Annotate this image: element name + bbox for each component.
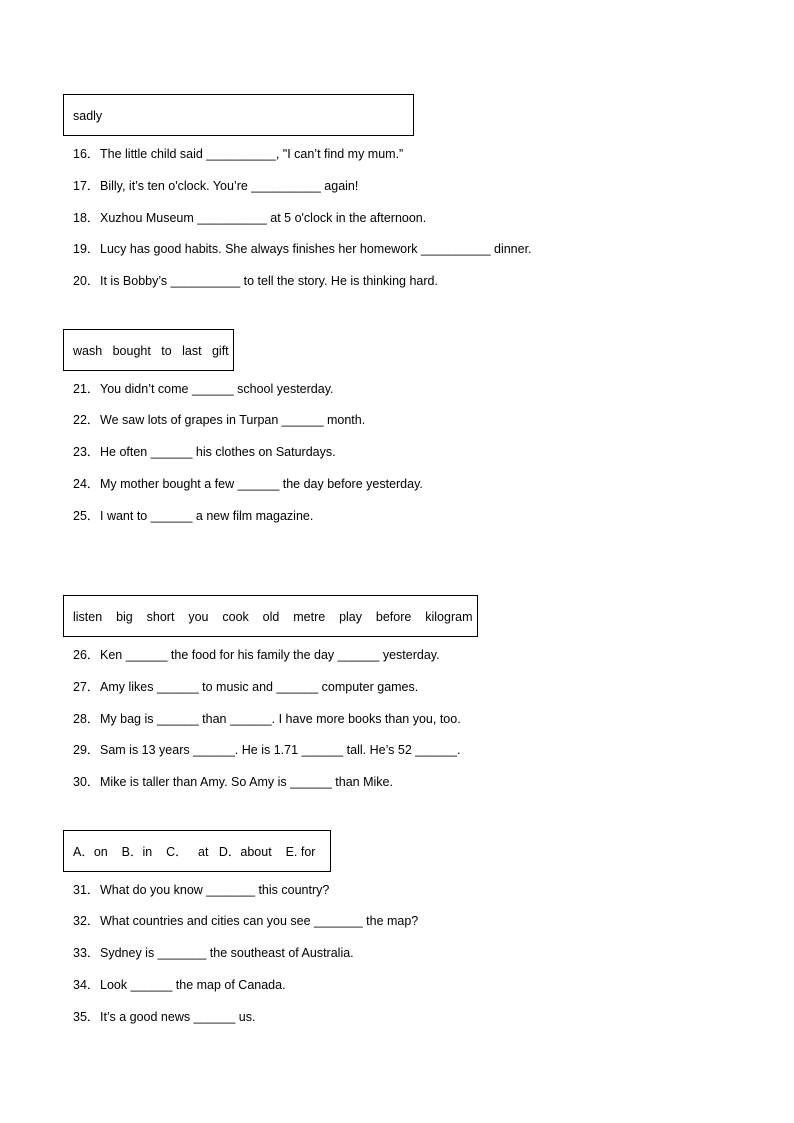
question-number: 25． [73, 509, 100, 523]
question-text: It’s a good news ______ us. [100, 1010, 256, 1024]
question-29 [73, 742, 460, 758]
word-box-3: listen big short you cook old metre play before kilogram [63, 595, 478, 637]
question-text: You didn’t come ______ school yesterday. [100, 382, 334, 396]
question-18 [73, 210, 426, 226]
question-text: We saw lots of grapes in Turpan ______ month. [100, 413, 366, 427]
question-34 [73, 977, 286, 993]
question-text: Sydney is _______ the southeast of Australia. [100, 946, 354, 960]
question-number: 20． [73, 274, 100, 288]
question-text: My bag is ______ than ______. I have more books than you, too. [100, 712, 461, 726]
question-text: Ken ______ the food for his family the day ______ yesterday. [100, 648, 440, 662]
question-text: Xuzhou Museum __________ at 5 o'clock in the afternoon. [100, 211, 427, 225]
question-31 [73, 882, 329, 898]
question-text: Billy, it’s ten o'clock. You’re __________ again! [100, 179, 359, 193]
question-26 [73, 647, 440, 663]
question-number: 34． [73, 978, 100, 992]
question-number: 33． [73, 946, 100, 960]
question-number: 23． [73, 445, 100, 459]
question-text: I want to ______ a new film magazine. [100, 509, 314, 523]
question-text: Lucy has good habits. She always finishes her homework __________ dinner. [100, 242, 532, 256]
question-text: Look ______ the map of Canada. [100, 978, 286, 992]
question-28 [73, 711, 461, 727]
question-text: It is Bobby’s __________ to tell the story. He is thinking hard. [100, 274, 438, 288]
question-35 [73, 1009, 255, 1025]
question-number: 21． [73, 382, 100, 396]
question-number: 18． [73, 211, 100, 225]
question-number: 17． [73, 179, 100, 193]
word-box-4: A．on B．in C． at D．about E. for [63, 830, 331, 872]
question-number: 32． [73, 914, 100, 928]
question-24 [73, 476, 423, 492]
question-text: What do you know _______ this country? [100, 883, 330, 897]
question-19 [73, 241, 532, 257]
question-number: 27． [73, 680, 100, 694]
question-32 [73, 913, 418, 929]
question-number: 30． [73, 775, 100, 789]
question-17 [73, 178, 358, 194]
question-number: 26． [73, 648, 100, 662]
question-text: Mike is taller than Amy. So Amy is ______ than Mike. [100, 775, 393, 789]
question-number: 29． [73, 743, 100, 757]
question-text: He often ______ his clothes on Saturdays. [100, 445, 336, 459]
question-number: 19． [73, 242, 100, 256]
question-text: What countries and cities can you see _______ the map? [100, 914, 419, 928]
question-27 [73, 679, 418, 695]
question-number: 35． [73, 1010, 100, 1024]
question-text: Amy likes ______ to music and ______ computer games. [100, 680, 419, 694]
question-23 [73, 444, 336, 460]
question-22 [73, 412, 365, 428]
question-33 [73, 945, 354, 961]
word-box-1: sadly [63, 94, 414, 136]
question-text: Sam is 13 years ______. He is 1.71 ______ tall. He’s 52 ______. [100, 743, 461, 757]
question-21 [73, 381, 334, 397]
question-20 [73, 273, 438, 289]
question-25 [73, 508, 313, 524]
question-text: My mother bought a few ______ the day before yesterday. [100, 477, 423, 491]
word-box-2: wash bought to last gift [63, 329, 234, 371]
question-16 [73, 146, 403, 162]
question-number: 24． [73, 477, 100, 491]
question-text: The little child said __________, "I can’t find my mum.” [100, 147, 404, 161]
question-number: 22． [73, 413, 100, 427]
question-number: 28． [73, 712, 100, 726]
question-number: 31． [73, 883, 100, 897]
question-number: 16． [73, 147, 100, 161]
question-30 [73, 774, 393, 790]
